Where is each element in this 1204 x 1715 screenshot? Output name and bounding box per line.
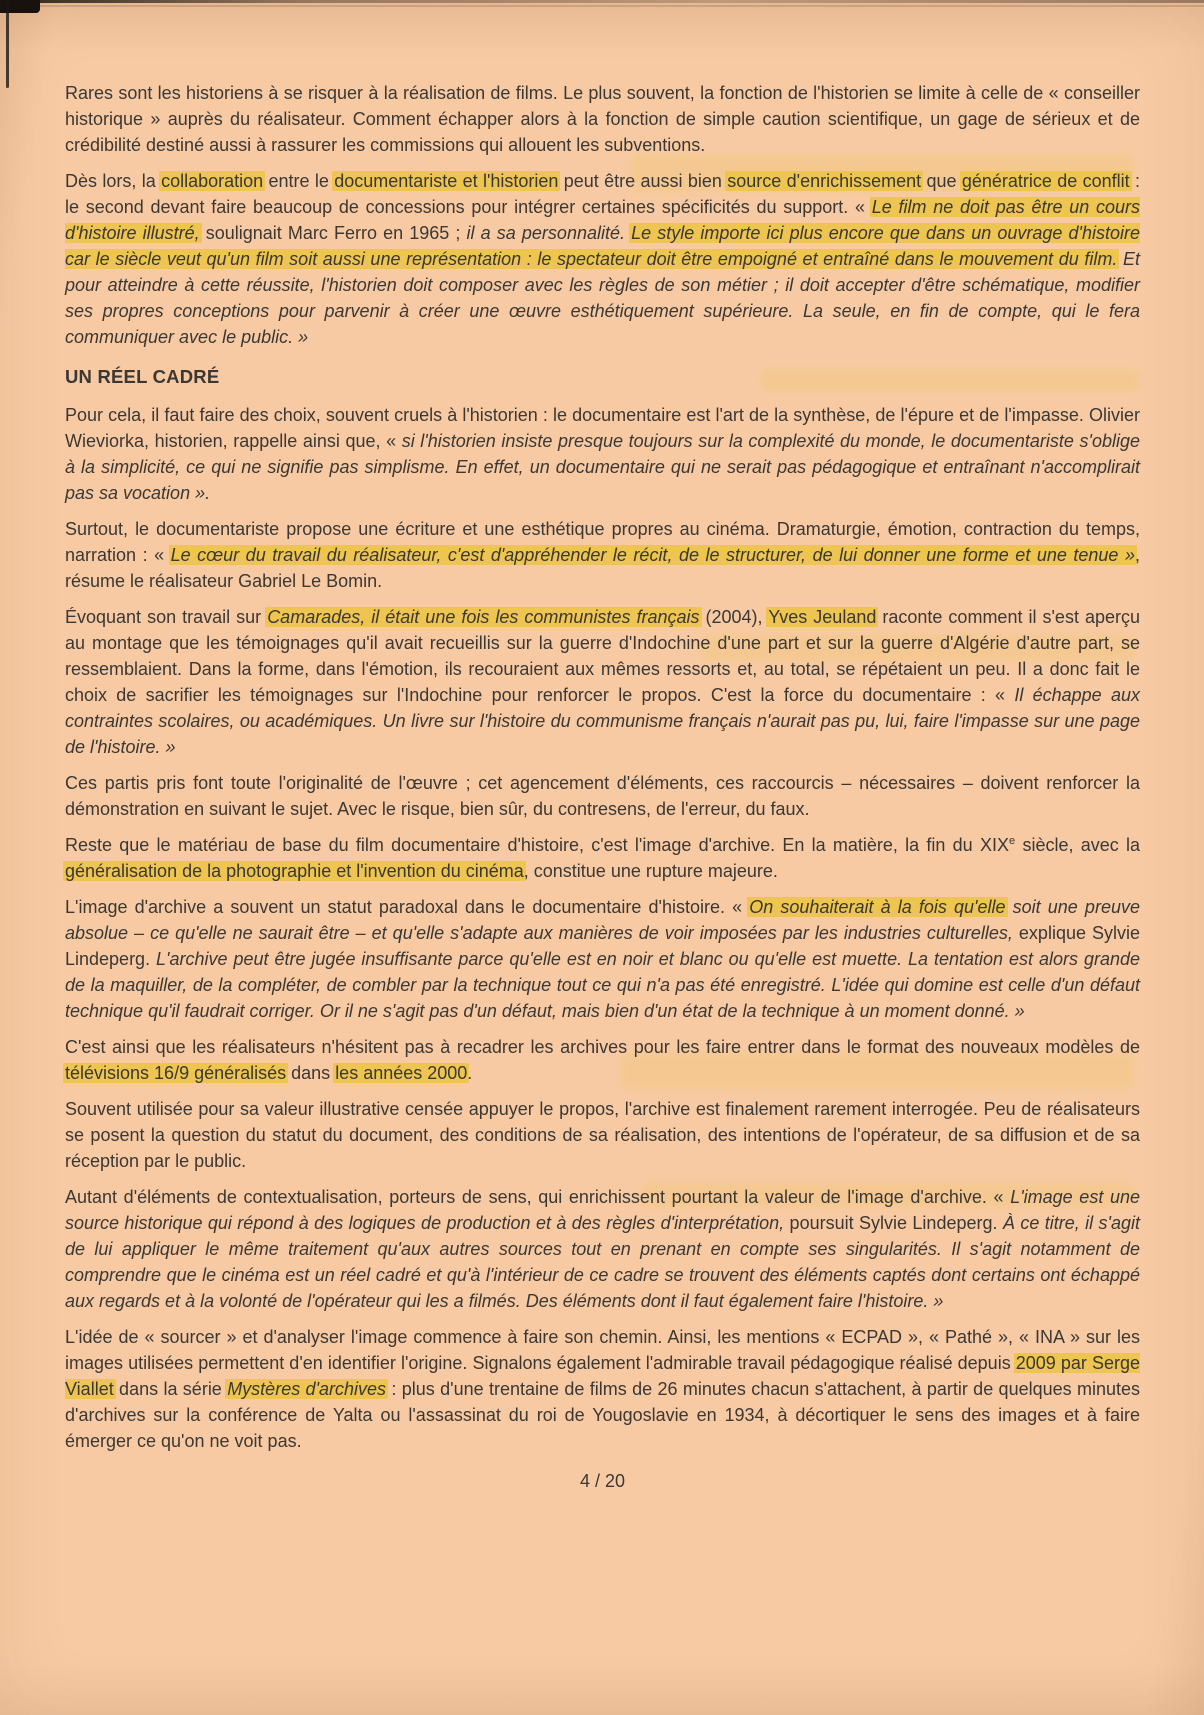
text-blocks [65,80,1140,1454]
text-run: peut être aussi bien [558,171,728,191]
text-run: L'archive peut être jugée insuffisante parce qu'elle est en noir et blanc ou qu'elle est muette. La tentation est alors grande de la maquiller, de la compléter, de combler par la technique tout ce qui n'a pas été enregistré. L'idée qui domine est celle d'un défaut technique qu'il faudrait corriger. Or il ne s'agit pas d'un défaut, mais bien d'un état de la technique à un moment donné. » [65,949,1140,1021]
highlighted-text: Le style importe ici plus encore que dans un ouvrage d'histoire car le siècle veut qu'un film soit aussi une représentation : le spectateur doit être empoigné et entraîné dans le mouvement du film. [65,223,1140,269]
paragraph [65,1096,1140,1174]
paragraph [65,1324,1140,1454]
paragraph [65,402,1140,506]
text-run: Surtout, le documentariste propose une écriture et une esthétique propres au cinéma. Dramaturgie, émotion, contraction du temps, narration : « [65,519,1140,565]
highlighted-text: 2009 par Serge Viallet [65,1353,1140,1399]
highlighted-text: collaboration [161,171,264,191]
paragraph [65,832,1140,884]
paragraph [65,516,1140,594]
text-run: explique Sylvie Lindeperg. [65,923,1140,969]
text-run: Souvent utilisée pour sa valeur illustrative censée appuyer le propos, l'archive est finalement rarement interrogée. Peu de réalisateurs se posent la question du statut du document, des conditions de sa réalisation, des intentions de l'opérateur, de sa diffusion et de sa réception par le public. [65,1099,1140,1171]
highlighted-text: Yves Jeuland [768,607,877,627]
text-run: siècle, avec la [1015,835,1140,855]
text-run: Dès lors, la [65,171,162,191]
highlighted-text: documentariste et l'historien [334,171,559,191]
highlighted-text: Le cœur du travail du réalisateur, c'est d'appréhender le récit, de le structurer, de lui donner une forme et une tenue » [170,545,1135,565]
text-run: soit une preuve absolue – ce qu'elle ne saurait être – et qu'elle s'adapte aux manières de voir imposées par les industries culturelles, [65,897,1140,943]
paragraph [65,168,1140,350]
text-run: si l'historien insiste presque toujours sur la complexité du monde, le documentariste s'oblige à la simplicité, ce qui ne signifie pas simplisme. En effet, un documentaire qui ne serait pas pédagogique et entraînant n'accomplirait pas sa vocation ». [65,431,1141,503]
paragraph [65,1184,1140,1314]
text-run: , résume le réalisateur Gabriel Le Bomin. [65,545,1140,591]
text-run: e [1008,835,1016,847]
text-run: . [467,1063,473,1083]
paragraph [65,80,1140,158]
text-run: À ce titre, il s'agit de lui appliquer le même traitement qu'aux autres sources tout en prenant en compte ses singularités. Il s'agit notamment de comprendre que le cinéma est un réel cadré et qu'à l'intérieur de ce cadre se trouvent des éléments captés dont certains ont échappé aux regards et à la volonté de l'opérateur qui les a filmés. Des éléments dont il faut également faire l'histoire. » [65,1213,1141,1311]
paragraph [65,604,1140,760]
highlighted-text: Le film ne doit pas être un cours d'histoire illustré, [65,197,1140,243]
text-run: entre le [263,171,335,191]
highlighted-text: les années 2000 [335,1063,468,1083]
highlighted-text: généralisation de la photographie et l'invention du cinéma [65,861,524,881]
highlighted-text: Mystères d'archives [227,1379,387,1399]
text-run: , constitue une rupture majeure. [523,861,778,881]
highlighted-text: génératrice de conflit [961,171,1130,191]
text-run: Évoquant son travail sur [65,607,268,627]
highlighted-text: télévisions 16/9 généralisés [65,1063,287,1083]
text-run: raconte comment il s'est aperçu au montage que les témoignages qu'il avait recueillis sur la guerre d'Indochine d'une part et sur la guerre d'Algérie d'autre part, se ressemblaient. Dans la forme, dans l'émotion, ils recouraient aux mêmes ressorts et, au total, se répétaient un peu. Il a donc fait le choix de sacrifier les témoignages sur l'Indochine pour renforcer le propos. C'est la force du documentaire : « [65,607,1140,705]
text-run: que [921,171,962,191]
text-run: L'idée de « sourcer » et d'analyser l'image commence à faire son chemin. Ainsi, les mentions « ECPAD », « Pathé », « INA » sur les images utilisées permettent d'en identifier l'origine. Signalons également l'admirable travail pédagogique réalisé depuis [65,1327,1140,1373]
highlighted-text: On souhaiterait à la fois qu'elle [749,897,1006,917]
text-run: (2004), [699,607,769,627]
text-run: poursuit Sylvie Lindeperg. [784,1213,1003,1233]
section-heading: UN RÉEL CADRÉ [65,366,220,387]
text-run: dans [286,1063,336,1083]
paragraph [65,770,1140,822]
text-run: L'image est une source historique qui répond à des logiques de production et à des règles d'interprétation, [65,1187,1140,1233]
highlighted-text: Camarades, il était une fois les communistes français [267,607,700,627]
paragraph [65,894,1140,1024]
text-run: Reste que le matériau de base du film documentaire d'histoire, c'est l'image d'archive. En la matière, la fin du XIX [65,835,1009,855]
text-run: Autant d'éléments de contextualisation, porteurs de sens, qui enrichissent pourtant la valeur de l'image d'archive. « [65,1187,1011,1207]
text-run: Il échappe aux contraintes scolaires, ou académiques. Un livre sur l'histoire du communisme français n'aurait pas pu, lui, faire l'impasse sur une page de l'histoire. » [65,685,1140,757]
text-run: Pour cela, il faut faire des choix, souvent cruels à l'historien : le documentaire est l'art de la synthèse, de l'épure et de l'impasse. Olivier Wieviorka, historien, rappelle ainsi que, « [65,405,1140,451]
text-run: Rares sont les historiens à se risquer à la réalisation de films. Le plus souvent, la fonction de l'historien se limite à celle de « conseiller historique » auprès du réalisateur. Comment échapper alors à la fonction de simple caution scientifique, un gage de sérieux et de crédibilité destiné aussi à rassurer les commissions qui allouent les subventions. [65,83,1140,155]
text-run: C'est ainsi que les réalisateurs n'hésitent pas à recadrer les archives pour les faire entrer dans le format des nouveaux modèles de [65,1037,1140,1057]
text-run: : plus d'une trentaine de films de 26 minutes chacun s'attachent, à partir de quelques minutes d'archives sur la conférence de Yalta ou l'assassinat du roi de Yougoslavie en 1934, à décortiquer le sens des images et à faire émerger ce qu'on ne voit pas. [65,1379,1141,1451]
text-run: Et pour atteindre à cette réussite, l'historien doit composer avec les règles de son métier ; il doit accepter d'être schématique, modifier ses propres conceptions pour parvenir à créer une œuvre esthétiquement supérieure. La seule, en fin de compte, qui le fera communiquer avec le public. » [65,249,1140,347]
text-run: dans la série [113,1379,228,1399]
text-run: L'image d'archive a souvent un statut paradoxal dans le documentaire d'histoire. « [65,897,750,917]
text-run: soulignait Marc Ferro en 1965 ; [199,223,467,243]
text-run: il a sa personnalité. [466,223,632,243]
text-run: : le second devant faire beaucoup de concessions pour intégrer certaines spécificités du support. « [65,171,1140,217]
page-number: 4 / 20 [579,1471,626,1491]
highlighted-text: source d'enrichissement [727,171,922,191]
paragraph [65,1034,1140,1086]
text-run: Ces partis pris font toute l'originalité de l'œuvre ; cet agencement d'éléments, ces raccourcis – nécessaires – doivent renforcer la démonstration en suivant le sujet. Avec le risque, bien sûr, du contresens, de l'erreur, du faux. [65,773,1140,819]
